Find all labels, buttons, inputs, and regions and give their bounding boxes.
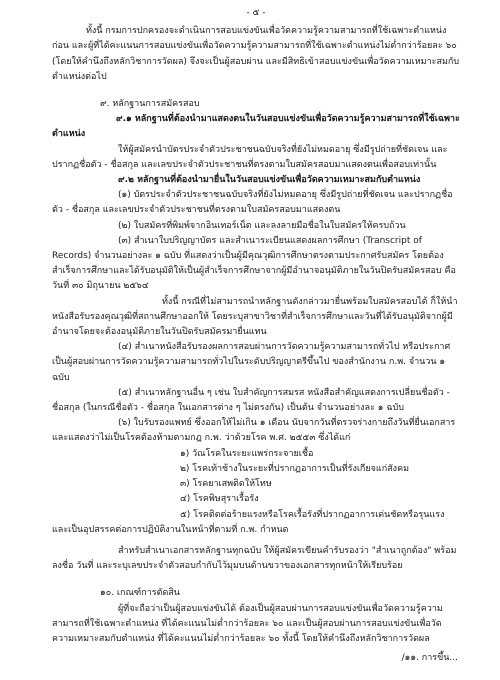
section-9-1-heading: ๙.๑ หลักฐานที่ต้องนำมาแสดงตนในวันสอบแข่งขันเพื่อวัดความรู้ความสามารถที่ใช้เฉพาะตำแหน่ง (52, 114, 460, 140)
item-4: (๔) สำเนาหนังสือรับรองผลการสอบผ่านการวัดความรู้ความสามารถทั่วไป หรือประกาศเป็นผู้สอบผ่านการวัดความรู้ความสามารถทั่วไปในระดับปริญญาตรีขึ้นไป ของสำนักงาน ก.พ. จำนวน ๑ ฉบับ (52, 342, 451, 383)
section-10-body: ผู้ที่จะถือว่าเป็นผู้สอบแข่งขันได้ ต้องเป็นผู้สอบผ่านการสอบแข่งขันเพื่อวัดความรู้ความสามารถที่ใช้เฉพาะตำแหน่ง ที่ได้คะแนนไม่ต่ำกว่าร้อยละ ๖๐ และเป็นผู้สอบผ่านการสอบแข่งขันเพื่อวัดความเหมาะสมกับตำแหน่ง ที่ได้คะแนนไม่ต่ำกว่าร้อยละ ๖๐ ทั้งนี้ โดยให้คำนึงถึงหลักวิชาการวัดผล (52, 603, 443, 644)
section-10-heading: ๑๐. เกณฑ์การตัดสิน (100, 588, 180, 599)
disease-1: ๑) วัณโรคในระยะแพร่กระจายเชื้อ (180, 448, 314, 459)
paragraph-exam-order: ทั้งนี้ กรมการปกครองจะดำเนินการสอบแข่งขันเพื่อวัดความรู้ความสามารถที่ใช้เฉพาะตำแหน่งก่อน และผู้ที่ได้คะแนนการสอบแข่งขันเพื่อวัดความรู้ความสามารถที่ใช้เฉพาะตำแหน่งไม่ต่ำกว่าร้อยละ ๖๐ (โดยให้คำนึงถึงหลักวิชาการวัดผล) จึงจะเป็นผู้สอบผ่าน และมีสิทธิเข้าสอบแข่งขันเพื่อวัดความเหมาะสมกับตำแหน่งต่อไป (52, 26, 460, 82)
item-2: (๒) ใบสมัครที่พิมพ์จากอินเทอร์เน็ต และลงลายมือชื่อในใบสมัครให้ครบถ้วน (118, 220, 406, 231)
section-9-heading: ๙. หลักฐานการสมัครสอบ (100, 99, 200, 110)
continued-marker: /๑๑. การขึ้น... (401, 653, 458, 663)
disease-5: ๕) โรคติดต่อร้ายแรงหรือโรคเรื้อรังที่ปรากฏอาการเด่นชัดหรือรุนแรงและเป็นอุปสรรคต่อการปฏิบัติงานในหน้าที่ตามที่ ก.พ. กำหนด (52, 509, 445, 535)
item-1: (๑) บัตรประจำตัวประชาชนฉบับจริงที่ยังไม่หมดอายุ ซึ่งมีรูปถ่ายที่ชัดเจน และปรากฏชื่อตัว - ชื่อสกุล และเลขประจำตัวประชาชนที่ตรงตามใบสมัครสอบมาแสดงตน (52, 190, 453, 216)
item-5: (๕) สำเนาหลักฐานอื่น ๆ เช่น ใบสำคัญการสมรส หนังสือสำคัญแสดงการเปลี่ยนชื่อตัว - ชื่อสกุล (ในกรณีชื่อตัว - ชื่อสกุล ในเอกสารต่าง ๆ ไม่ตรงกัน) เป็นต้น จำนวนอย่างละ ๑ ฉบับ (52, 387, 450, 414)
page-number: - ๕ - (246, 8, 266, 18)
copy-certification-note: สำหรับสำเนาเอกสารหลักฐานทุกฉบับ ให้ผู้สมัครเขียนคำรับรองว่า "สำเนาถูกต้อง" พร้อมลงชื่อ วันที่ และระบุเลขประจำตัวสอบกำกับไว้มุมบนด้านขวาของเอกสารทุกหน้าให้เรียบร้อย (52, 545, 457, 572)
disease-4: ๔) โรคพิษสุราเรื้อรัง (180, 494, 259, 505)
item-3-note: ทั้งนี้ กรณีที่ไม่สามารถนำหลักฐานดังกล่าวมายื่นพร้อมใบสมัครสอบได้ ก็ให้นำหนังสือรับรองคุณวุฒิที่สถานศึกษาออกให้ โดยระบุสาขาวิชาที่สำเร็จการศึกษาและวันที่ได้รับอนุมัติจากผู้มีอำนาจโดยจะต้องอนุมัติภายในวันปิดรับสมัครมายื่นแทน (52, 296, 458, 338)
item-3: (๓) สำเนาใบปริญญาบัตร และสำเนาระเบียนแสดงผลการศึกษา (Transcript of Records) จำนวนอย่างละ ๑ ฉบับ ที่แสดงว่าเป็นผู้มีคุณวุฒิการศึกษาตรงตามประกาศรับสมัคร โดยต้องสำเร็จการศึกษาและได้รับอนุมัติให้เป็นผู้สำเร็จการศึกษาจากผู้มีอำนาจอนุมัติภายในวันปิดรับสมัครสอบ คือ วันที่ ๓๐ มิถุนายน ๒๕๖๔ (52, 235, 456, 292)
item-6: (๖) ใบรับรองแพทย์ ซึ่งออกให้ไม่เกิน ๑ เดือน นับจากวันที่ตรวจร่างกายถึงวันที่ยื่นเอกสาร และแสดงว่าไม่เป็นโรคต้องห้ามตามกฎ ก.พ. ว่าด้วยโรค พ.ศ. ๒๕๕๓ ซึ่งได้แก่ (52, 418, 456, 444)
disease-3: ๓) โรคยาเสพติดให้โทษ (180, 479, 272, 490)
section-9-1-body: ให้ผู้สมัครนำบัตรประจำตัวประชาชนฉบับจริงที่ยังไม่หมดอายุ ซึ่งมีรูปถ่ายที่ชัดเจน และปรากฏชื่อตัว - ชื่อสกุล และเลขประจำตัวประชาชนที่ตรงตามใบสมัครสอบมาแสดงตนเพื่อสอบเท่านั้น (52, 144, 448, 170)
section-9-2-heading: ๙.๒ หลักฐานที่ต้องนำมายื่นในวันสอบแข่งขันเพื่อวัดความเหมาะสมกับตำแหน่ง (118, 175, 421, 186)
disease-2: ๒) โรคเท้าช้างในระยะที่ปรากฏอาการเป็นที่รังเกียจแก่สังคม (180, 463, 410, 474)
